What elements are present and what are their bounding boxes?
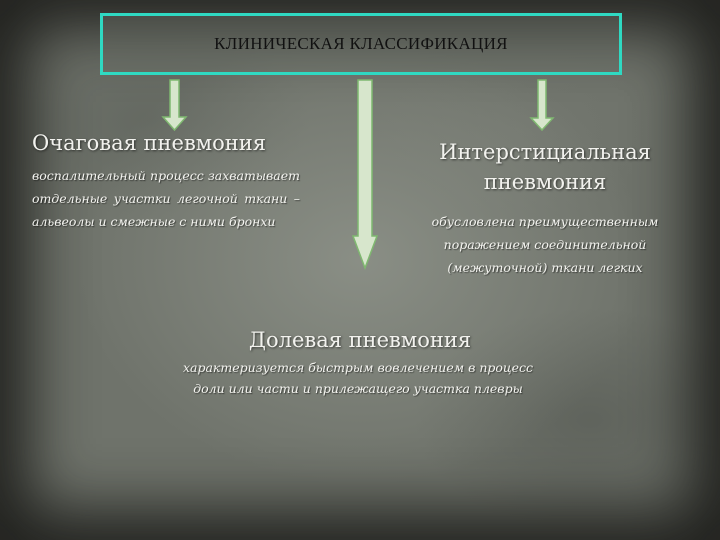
interstitial-pneumonia-description: обусловлена преимущественным поражением соединительной (межуточной) ткани легких [431,214,659,275]
lobar-pneumonia-heading: Долевая пневмония [248,328,472,352]
arrow-left [163,80,186,130]
arrow-center [353,80,377,268]
focal-pneumonia-heading: Очаговая пневмония [32,131,266,155]
arrow-right [531,80,553,130]
lobar-pneumonia-description: характеризуется быстрым вовлечением в процесс доли или части и прилежащего участка плевры [182,360,534,396]
focal-pneumonia-description: воспалительный процесс захватывает отдельные участки легочной ткани – альвеолы и смежные с ними бронхи [32,168,300,229]
interstitial-pneumonia-heading: Интерстициальная пневмония [439,140,651,194]
title: КЛИНИЧЕСКАЯ КЛАССИФИКАЦИЯ [214,34,508,53]
